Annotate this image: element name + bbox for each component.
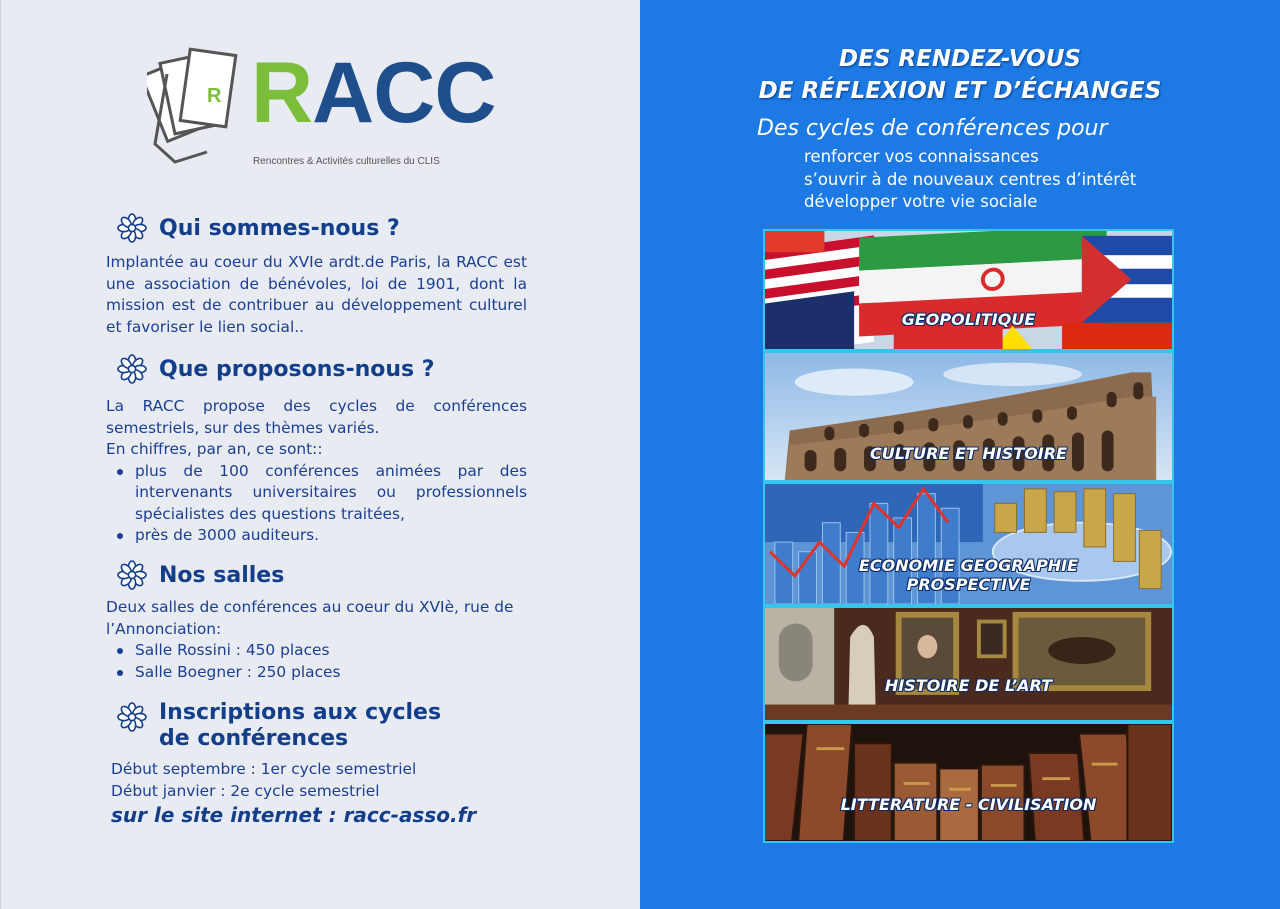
- logo-r: R: [251, 45, 313, 141]
- theme-tile-litterature[interactable]: [763, 722, 1174, 843]
- goals-list: [804, 146, 1136, 214]
- flower-icon: [117, 213, 147, 243]
- list-item: Salle Boegner : 250 places: [106, 662, 527, 684]
- section-que-figures: En chiffres, par an, ce sont::: [106, 440, 323, 458]
- website-link[interactable]: sur le site internet : racc-asso.fr: [111, 803, 477, 827]
- section-title-salles: [117, 560, 284, 590]
- section-title-que: [117, 354, 435, 384]
- right-heading-line1: DES RENDEZ-VOUS: [839, 46, 1081, 72]
- card-letter: R: [207, 85, 222, 107]
- list-item: plus de 100 conférences animées par des intervenants universitaires ou professionnels spécialistes des questions traitées,: [106, 461, 527, 526]
- right-subheading: Des cycles de conférences pour: [757, 116, 1108, 141]
- section-title-qui: [117, 213, 400, 243]
- theme-label-2: PROSPECTIVE: [906, 575, 1031, 594]
- theme-tile-economie[interactable]: [763, 482, 1174, 606]
- logo-tagline: Rencontres & Activités culturelles du CLIS: [253, 156, 440, 167]
- section-salles-intro: Deux salles de conférences au coeur du XVIè, rue de l’Annonciation:: [106, 598, 514, 638]
- theme-tile-geopolitique[interactable]: [763, 229, 1174, 351]
- logo-wordmark: [251, 45, 496, 141]
- inscriptions-title-line1: Inscriptions aux cycles: [159, 700, 442, 725]
- list-item: Salle Rossini : 450 places: [106, 640, 527, 662]
- section-title-qui-text: Qui sommes-nous ?: [159, 215, 400, 241]
- list-item: près de 3000 auditeurs.: [106, 525, 527, 547]
- right-heading-line2: DE RÉFLEXION ET D’ÉCHANGES: [758, 78, 1162, 104]
- racc-logo: [147, 44, 496, 172]
- theme-label: HISTOIRE DE L’ART: [884, 676, 1053, 695]
- flags-image: [765, 231, 1172, 349]
- section-que-intro: La RACC propose des cycles de conférences semestriels, sur des thèmes variés.: [106, 397, 527, 437]
- goal-item: s’ouvrir à de nouveaux centres d’intérêt: [804, 169, 1137, 189]
- flower-icon: [117, 560, 147, 590]
- inscriptions-title-line2: de conférences: [159, 726, 349, 751]
- section-title-salles-text: Nos salles: [159, 562, 285, 588]
- theme-tile-culture[interactable]: [763, 351, 1174, 482]
- inscriptions-september: Début septembre : 1er cycle semestriel: [111, 760, 417, 778]
- section-qui-body: Implantée au coeur du XVIe ardt.de Paris, la RACC est une association de bénévoles, loi de 1901, dont la mission est de contribuer au développement culturel et favoriser le lien social..: [106, 253, 527, 336]
- theme-label: CULTURE ET HISTOIRE: [869, 444, 1067, 463]
- theme-label: GEOPOLITIQUE: [901, 310, 1036, 329]
- theme-tile-art[interactable]: [763, 606, 1174, 722]
- books-image: [765, 724, 1172, 841]
- section-title-que-text: Que proposons-nous ?: [159, 356, 435, 382]
- museum-image: [765, 608, 1172, 720]
- cards-logo-icon: [147, 44, 245, 164]
- section-salles-body: [106, 597, 527, 683]
- theme-label: ECONOMIE GEOGRAPHIE: [858, 556, 1079, 575]
- goal-item: renforcer vos connaissances: [804, 147, 1039, 166]
- logo-acc: ACC: [312, 45, 496, 141]
- section-que-body: [106, 396, 527, 547]
- inscriptions-january: Début janvier : 2e cycle semestriel: [111, 781, 380, 800]
- inscriptions-body: [111, 759, 532, 802]
- flower-icon: [117, 354, 147, 384]
- goal-item: développer votre vie sociale: [804, 192, 1038, 211]
- flower-icon: [117, 702, 147, 732]
- theme-label: LITTERATURE - CIVILISATION: [840, 795, 1097, 814]
